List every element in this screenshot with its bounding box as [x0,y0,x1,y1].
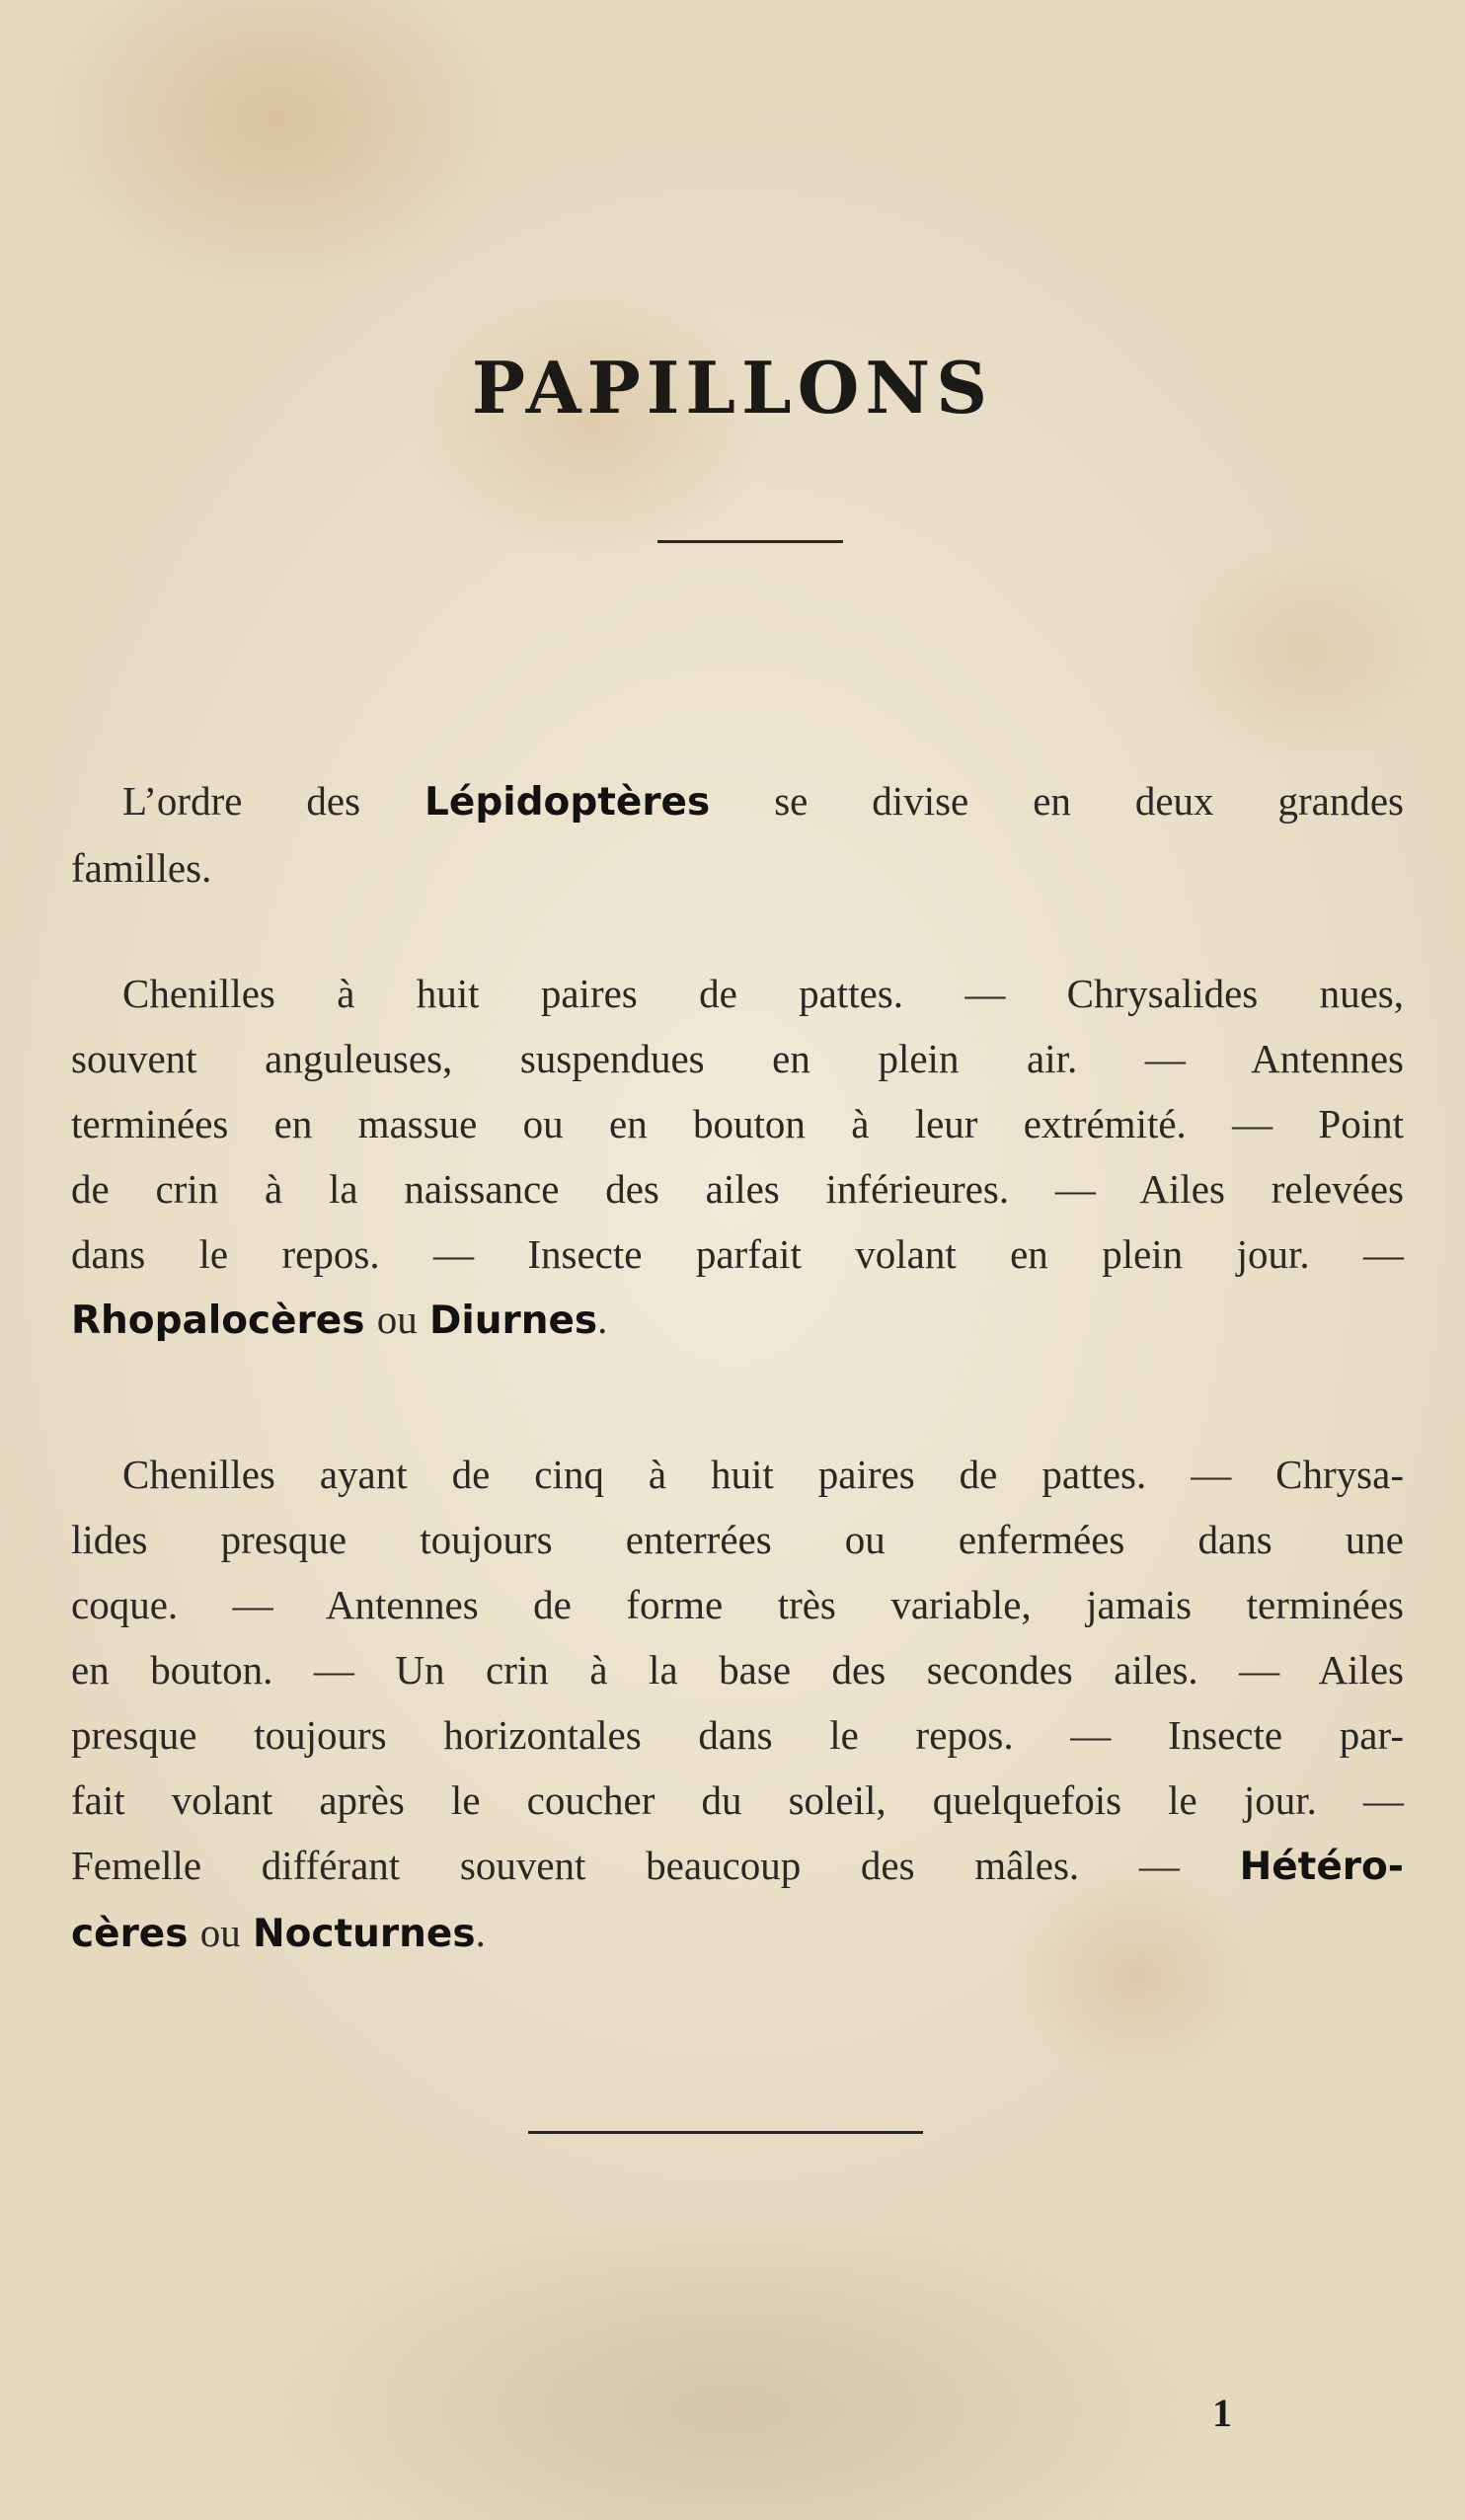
family-1-line: dans le repos. — Insecte parfait volant en plein jour. — [71,1231,1404,1277]
title-rule [657,540,843,543]
order-name: Lépidoptères [424,780,711,825]
family-1-paragraph [71,961,1404,1354]
family-1-alt-name: Diurnes [428,1299,598,1343]
family-2-line: presque toujours horizontales dans le repos. — Insecte par- [71,1712,1404,1758]
family-2-alt-name: Nocturnes [252,1912,476,1956]
family-1-line: de crin à la naissance des ailes inférieures. — Ailes relevées [71,1166,1404,1212]
family-1-line: souvent anguleuses, suspendues en plein air. — Antennes [71,1036,1404,1081]
family-2-name-start: Hétéro- [1239,1845,1404,1889]
family-1-line: Chenilles à huit paires de pattes. — Chrysalides nues, [122,971,1404,1016]
intro-line-1: L’ordre des Lépidoptères se divise en deux grandes [122,778,1404,825]
family-2-line-7: Femelle différant souvent beaucoup des mâles. — Hétéro- [71,1843,1404,1889]
family-2-line: coque. — Antennes de forme très variable, jamais terminées [71,1582,1404,1627]
family-1-name: Rhopalocères [71,1299,365,1343]
page-title: PAPILLONS [471,346,994,430]
family-2-line: fait volant après le coucher du soleil, quelquefois le jour. — [71,1777,1404,1823]
family-2-name-end: cères [71,1912,189,1956]
closing-rule [528,2131,923,2134]
intro-paragraph [71,768,1404,901]
family-1-line: terminées en massue ou en bouton à leur extrémité. — Point [71,1101,1404,1146]
family-1-name-line: Rhopalocères ou Diurnes. [71,1297,608,1343]
family-2-paragraph [71,1442,1404,1967]
page-number: 1 [1212,2391,1232,2435]
family-2-line: lides presque toujours enterrées ou enfermées dans une [71,1517,1404,1562]
intro-line-2: familles. [71,845,212,891]
family-2-line: Chenilles ayant de cinq à huit paires de pattes. — Chrysa- [122,1452,1404,1497]
family-2-line: en bouton. — Un crin à la base des secondes ailes. — Ailes [71,1647,1404,1693]
family-2-name-line: cères ou Nocturnes. [71,1910,486,1956]
